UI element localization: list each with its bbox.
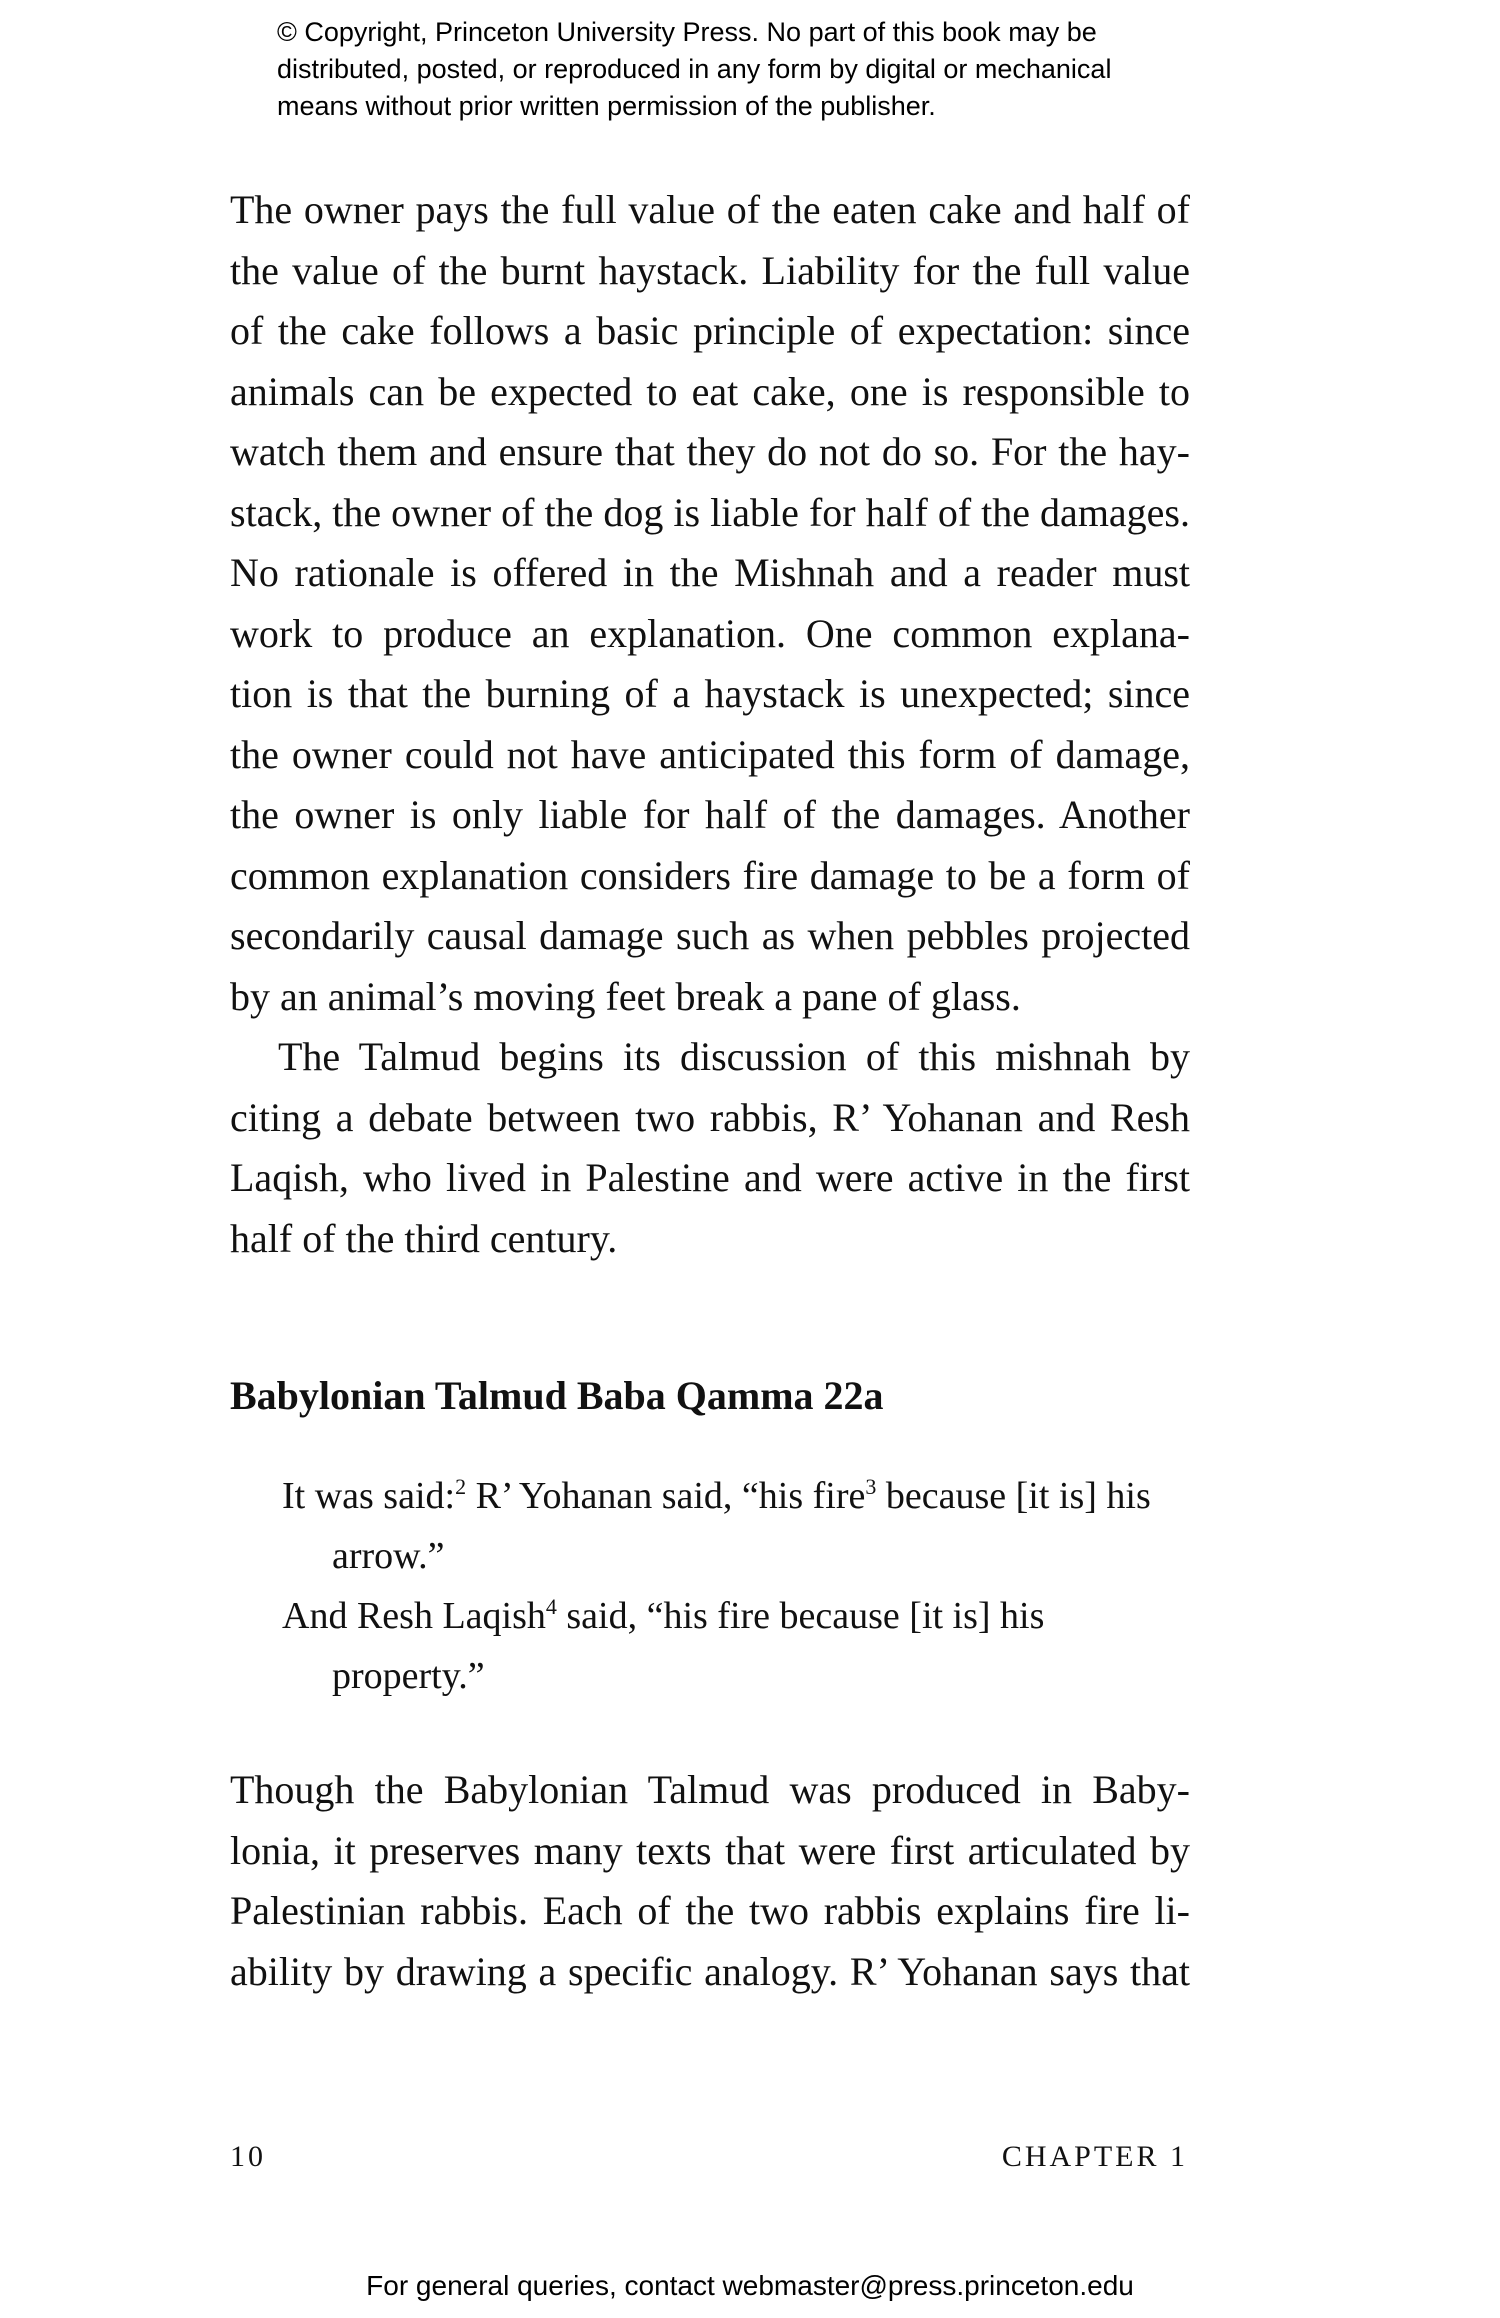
section-heading: Babylonian Talmud Baba Qamma 22a [230, 1373, 884, 1418]
text-line: ability by drawing a specific analogy. R’ Yohanan says that [230, 1948, 1190, 1994]
text-line: half of the third century. [230, 1215, 618, 1261]
paragraph-3 [230, 1760, 1190, 2002]
text-line: of the cake follows a basic principle of expectation: since [230, 308, 1190, 353]
text-line: work to produce an explanation. One common explana- [230, 610, 1190, 656]
text-line: The Talmud begins its discussion of this mishnah by [278, 1034, 1190, 1079]
text-line: Palestinian rabbis. Each of the two rabbis explains fire li- [230, 1888, 1190, 1933]
text-line: animals can be expected to eat cake, one is responsible to [230, 368, 1190, 414]
text-line: common explanation considers fire damage to be a form of [230, 852, 1190, 898]
text-line: lonia, it preserves many texts that were first articulated by [230, 1827, 1190, 1873]
quote-line [282, 1586, 1182, 1646]
quote-text: because [it is] his [876, 1475, 1151, 1517]
quote-text: It was said: [282, 1475, 456, 1517]
quote-text: And Resh Laqish [282, 1595, 546, 1637]
text-line: stack, the owner of the dog is liable for half of the damages. [230, 489, 1190, 535]
page-number: 10 [230, 2140, 266, 2173]
quote-text: R’ Yohanan said, “his fire [466, 1475, 866, 1517]
text-line: secondarily causal damage such as when pebbles projected [230, 913, 1190, 958]
paragraph-1 [230, 180, 1190, 1269]
text-line: citing a debate between two rabbis, R’ Yohanan and Resh [230, 1094, 1190, 1140]
footnote-ref[interactable]: 3 [865, 1474, 877, 1499]
text-line: by an animal’s moving feet break a pane of glass. [230, 973, 1021, 1019]
text-line: the owner is only liable for half of the damages. Another [230, 792, 1190, 837]
copyright-notice [277, 14, 1277, 125]
notice-line: © Copyright, Princeton University Press. No part of this book may be [277, 17, 1097, 47]
text-line: Though the Babylonian Talmud was produced in Baby- [230, 1767, 1190, 1812]
quote-text: said, “his fire because [it is] his [556, 1595, 1045, 1637]
block-quote [282, 1466, 1182, 1706]
running-head: CHAPTER 1 [1001, 2140, 1188, 2173]
text-line: the owner could not have anticipated this form of damage, [230, 731, 1190, 777]
text-line: The owner pays the full value of the eaten cake and half of [230, 187, 1190, 232]
text-line: tion is that the burning of a haystack is unexpected; since [230, 671, 1190, 716]
notice-line: means without prior written permission of the publisher. [277, 91, 936, 121]
footnote-ref[interactable]: 4 [545, 1594, 557, 1619]
text-line: the value of the burnt haystack. Liability for the full value [230, 247, 1190, 293]
quote-line: property.” [332, 1655, 485, 1697]
text-line: Laqish, who lived in Palestine and were active in the first [230, 1155, 1190, 1200]
text-line: No rationale is offered in the Mishnah and a reader must [230, 550, 1190, 595]
quote-line [282, 1466, 1182, 1526]
notice-line: distributed, posted, or reproduced in any form by digital or mechanical [277, 54, 1112, 84]
footnote-ref[interactable]: 2 [455, 1474, 467, 1499]
text-line: watch them and ensure that they do not do so. For the hay- [230, 429, 1190, 474]
quote-line: arrow.” [332, 1535, 445, 1577]
footer-contact: For general queries, contact webmaster@press.princeton.edu [366, 2270, 1134, 2301]
